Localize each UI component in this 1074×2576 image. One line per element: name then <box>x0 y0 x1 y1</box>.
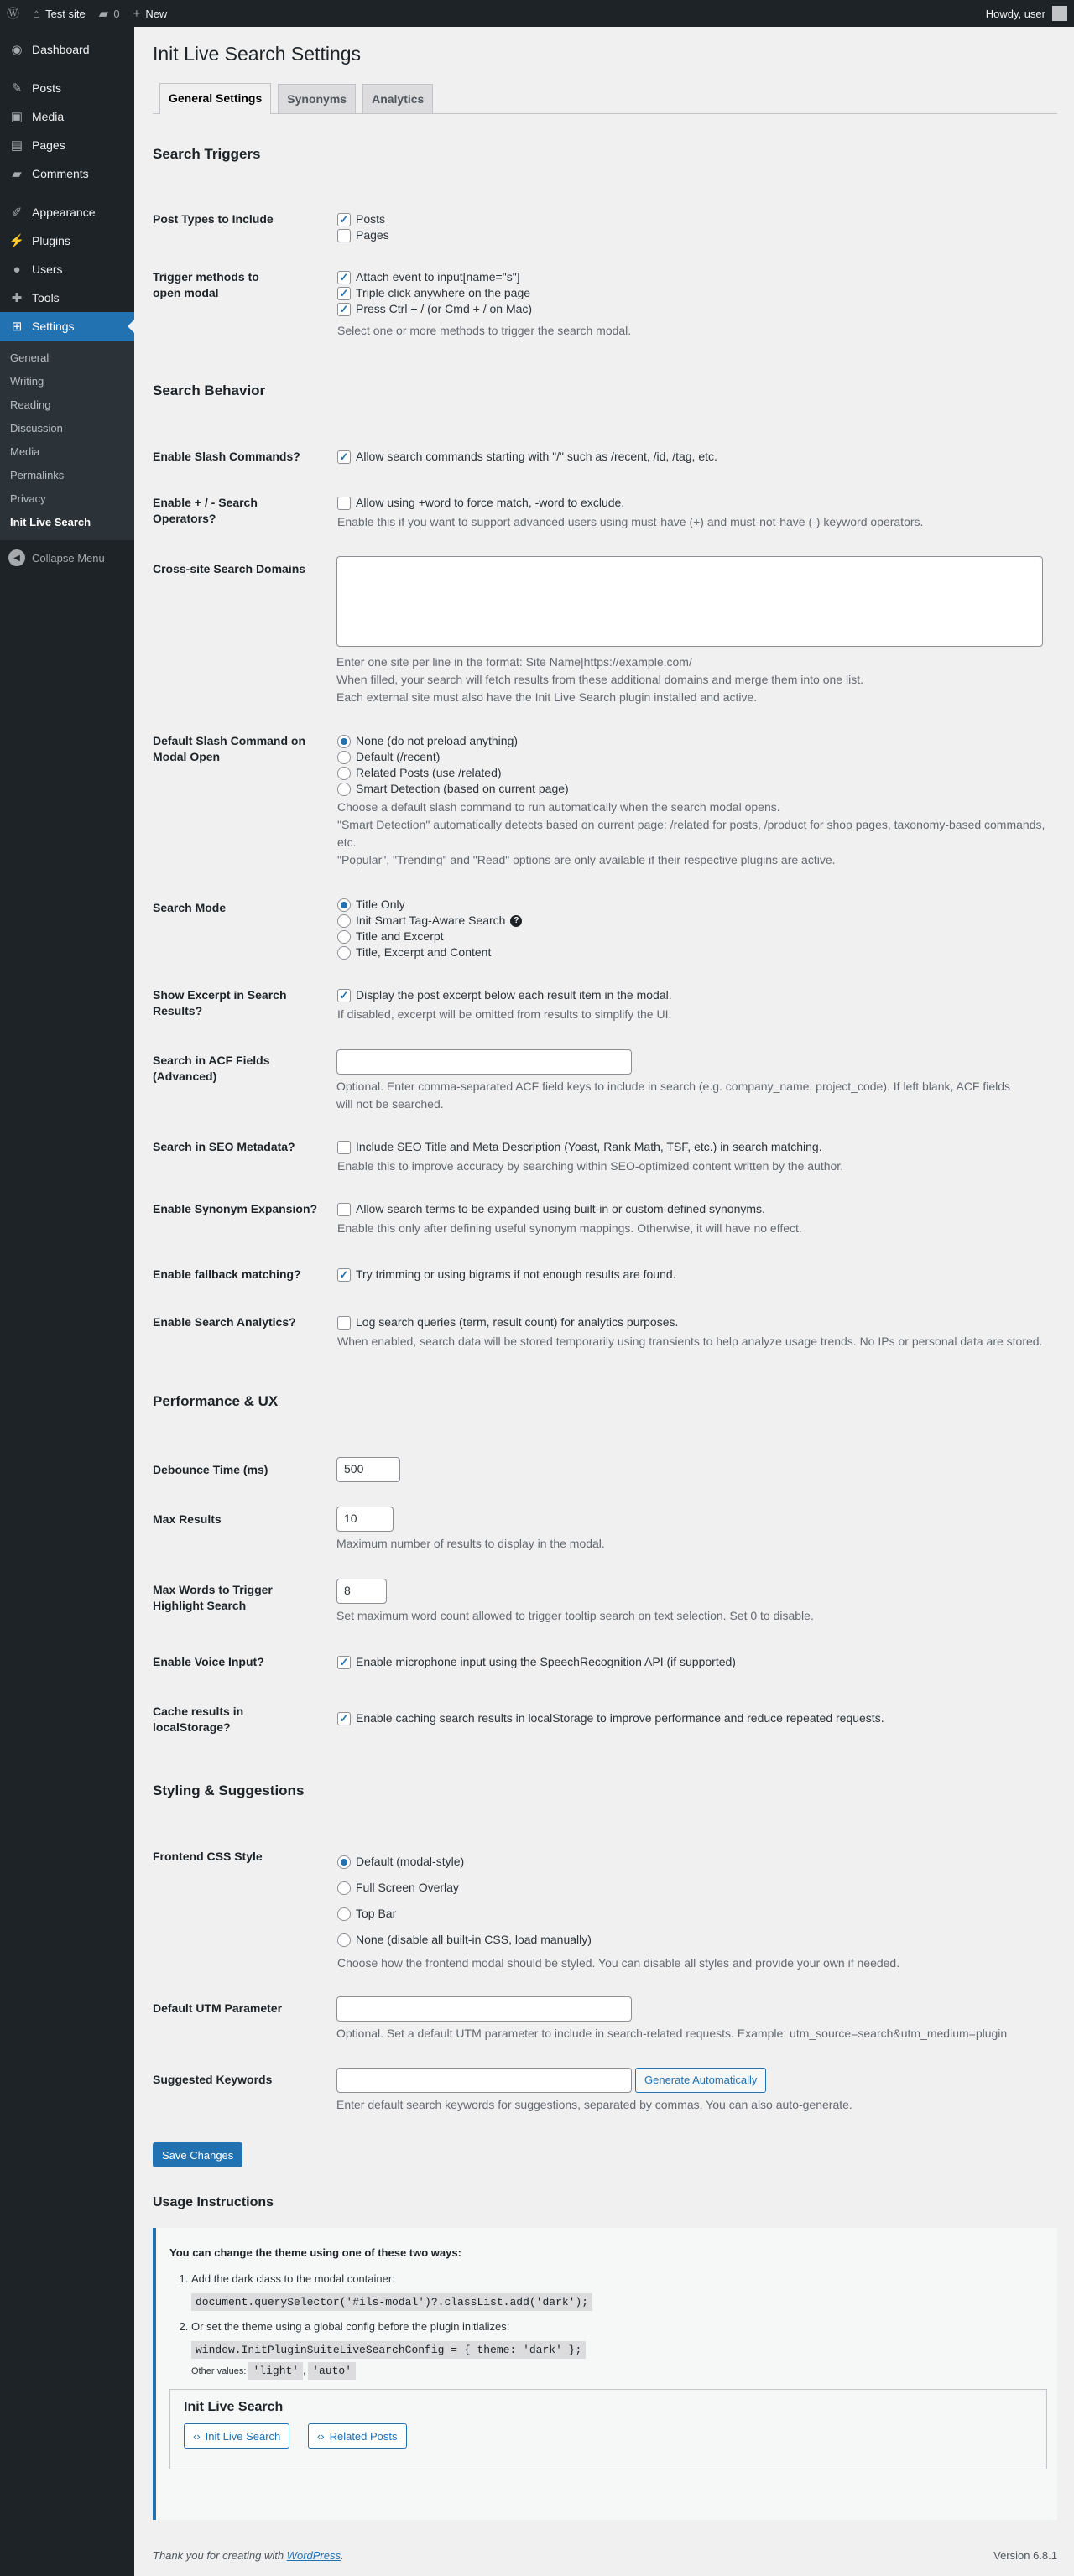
radio-mode-title-excerpt-dot[interactable] <box>337 930 351 944</box>
checkbox-synonym[interactable]: Allow search terms to be expanded using built-in or custom-defined synonyms. <box>337 1201 1051 1217</box>
label-acf: Search in ACF Fields (Advanced) <box>153 1054 270 1083</box>
show-excerpt-desc: If disabled, excerpt will be omitted from results to simplify the UI. <box>337 1007 672 1021</box>
checkbox-voice[interactable]: ✓ Enable microphone input using the SpeechRecognition API (if supported) <box>337 1654 1051 1670</box>
cross-site-desc-1: Enter one site per line in the format: Site Name|https://example.com/ <box>336 655 692 669</box>
footer-thanks: Thank you for creating with WordPress. <box>153 2549 344 2562</box>
home-icon: ⌂ <box>33 6 41 21</box>
checkbox-search-operators-box[interactable] <box>337 497 351 510</box>
tab-analytics[interactable]: Analytics <box>362 84 433 113</box>
checkbox-triple-click[interactable]: ✓ Triple click anywhere on the page <box>337 285 1051 301</box>
usage-lead: You can change the theme using one of these two ways: <box>169 2246 461 2259</box>
brush-icon: ✐ <box>11 206 23 220</box>
synonym-desc: Enable this only after defining useful synonym mappings. Otherwise, it will have no effect. <box>337 1221 802 1235</box>
radio-slash-smart[interactable]: Smart Detection (based on current page) <box>337 781 1051 797</box>
radio-mode-smart-tag[interactable]: Init Smart Tag-Aware Search ? <box>337 913 1051 929</box>
demo-box <box>169 2389 1047 2469</box>
menu-item-appearance[interactable]: ✐ Appearance <box>0 198 134 226</box>
my-account[interactable]: Howdy, user <box>986 6 1074 21</box>
submenu-permalinks[interactable]: Permalinks <box>10 469 65 481</box>
trigger-methods-desc: Select one or more methods to trigger the search modal. <box>337 324 632 337</box>
cross-site-desc-3: Each external site must also have the Init Live Search plugin installed and active. <box>336 690 758 704</box>
keywords-input[interactable] <box>336 2068 632 2093</box>
radio-slash-related[interactable]: Related Posts (use /related) <box>337 765 1051 781</box>
checkbox-seo-box[interactable] <box>337 1141 351 1154</box>
checkbox-analytics-box[interactable] <box>337 1316 351 1330</box>
wrench-icon: ✚ <box>11 291 23 305</box>
checkbox-synonym-box[interactable] <box>337 1203 351 1216</box>
label-max-results: Max Results <box>153 1512 222 1526</box>
utm-input[interactable] <box>336 1996 632 2022</box>
settings-form <box>153 0 1057 2576</box>
radio-mode-full[interactable]: Title, Excerpt and Content <box>337 945 1051 960</box>
radio-css-fullscreen[interactable]: Full Screen Overlay <box>337 1875 1051 1901</box>
collapse-menu-button[interactable]: ◀ Collapse Menu <box>0 544 134 572</box>
radio-css-default[interactable]: Default (modal-style) <box>337 1849 1051 1875</box>
menu-item-settings[interactable]: ⊞ Settings <box>0 312 134 341</box>
submenu-discussion[interactable]: Discussion <box>10 422 63 435</box>
label-fallback: Enable fallback matching? <box>153 1267 301 1281</box>
user-icon: ● <box>13 262 21 277</box>
label-keywords: Suggested Keywords <box>153 2073 273 2086</box>
max-results-desc: Maximum number of results to display in the modal. <box>336 1537 605 1550</box>
section-search-behavior: Search Behavior <box>153 382 266 398</box>
tab-synonyms[interactable]: Synonyms <box>278 84 356 113</box>
checkbox-fallback-box[interactable] <box>337 1268 351 1282</box>
checkbox-cache[interactable]: ✓ Enable caching search results in localStorage to improve performance and reduce repeated requests. <box>337 1710 1051 1726</box>
checkbox-seo[interactable]: Include SEO Title and Meta Description (Yoast, Rank Math, TSF, etc.) in search matching. <box>337 1139 1051 1155</box>
radio-slash-recent[interactable]: Default (/recent) <box>337 749 1051 765</box>
label-cache: Cache results in localStorage? <box>153 1704 244 1734</box>
menu-item-plugins[interactable]: ⚡ Plugins <box>8 234 70 248</box>
label-max-words: Max Words to Trigger Highlight Search <box>153 1583 273 1612</box>
menu-item-media[interactable]: ▣ Media <box>0 102 134 131</box>
code-icon: ‹› <box>316 2429 325 2443</box>
label-frontend-css: Frontend CSS Style <box>153 1850 263 1863</box>
checkbox-pages-box[interactable] <box>337 229 351 242</box>
radio-mode-title-excerpt[interactable]: Title and Excerpt <box>337 929 1051 945</box>
checkbox-fallback[interactable]: ✓ Try trimming or using bigrams if not enough results are found. <box>337 1267 1051 1283</box>
checkbox-attach-input[interactable]: ✓ Attach event to input[name="s"] <box>337 269 1051 285</box>
default-slash-desc-3: "Popular", "Trending" and "Read" options are only available if their respective plugins are active. <box>337 853 836 866</box>
settings-submenu <box>0 341 134 540</box>
footer <box>153 2549 1057 2562</box>
wordpress-icon: Ⓦ <box>7 6 20 21</box>
pin-icon: ✎ <box>11 81 23 96</box>
label-voice: Enable Voice Input? <box>153 1655 264 1668</box>
menu-item-dashboard[interactable]: ◉ Dashboard <box>0 35 134 64</box>
label-analytics: Enable Search Analytics? <box>153 1315 296 1329</box>
label-post-types: Post Types to Include <box>153 212 274 226</box>
site-name-link[interactable]: ⌂ Test site <box>33 6 86 21</box>
other-values: Other values: 'light' , 'auto' <box>191 2365 1044 2377</box>
acf-desc: Optional. Enter comma-separated ACF field keys to include in search (e.g. company_name, project_code). If left blank, ACF fields will not be searched. <box>336 1080 1011 1111</box>
page-title: Init Live Search Settings <box>153 43 362 65</box>
checkbox-ctrl-slash[interactable]: ✓ Press Ctrl + / (or Cmd + / on Mac) <box>337 301 1051 317</box>
label-default-slash: Default Slash Command on Modal Open <box>153 734 306 763</box>
label-search-mode: Search Mode <box>153 901 227 914</box>
label-cross-site: Cross-site Search Domains <box>153 562 306 575</box>
radio-slash-recent-dot[interactable] <box>337 751 351 764</box>
submenu-media[interactable]: Media <box>10 445 40 458</box>
section-usage: Usage Instructions <box>153 2195 274 2209</box>
radio-slash-related-dot[interactable] <box>337 767 351 780</box>
default-slash-desc-1: Choose a default slash command to run automatically when the search modal opens. <box>337 800 780 814</box>
utm-desc: Optional. Set a default UTM parameter to include in search-related requests. Example: utm_source=search&utm_medium=plugin <box>336 2027 1008 2040</box>
radio-mode-title-dot[interactable] <box>337 898 351 912</box>
label-synonym: Enable Synonym Expansion? <box>153 1202 318 1215</box>
section-performance: Performance & UX <box>153 1393 279 1409</box>
label-search-operators: Enable + / - Search Operators? <box>153 496 258 525</box>
settings-icon: ⊞ <box>11 320 23 334</box>
checkbox-pages[interactable]: Pages <box>337 227 1051 243</box>
max-words-input[interactable]: 8 <box>336 1579 387 1604</box>
submenu-privacy[interactable]: Privacy <box>10 492 46 505</box>
page-icon: ▤ <box>10 138 23 153</box>
dashboard-icon: ◉ <box>11 43 23 57</box>
admin-menu <box>0 27 134 2576</box>
label-show-excerpt: Show Excerpt in Search Results? <box>153 988 287 1017</box>
usage-step-2: 2. Or set the theme using a global config before the plugin initializes: window.InitPluginSuiteLiveSearchConfig = { theme: 'dark' }; Other values: 'light' , 'auto' <box>191 2320 1044 2377</box>
radio-css-topbar[interactable]: Top Bar <box>337 1901 1051 1927</box>
comments-link[interactable]: ▰ 0 <box>98 6 120 21</box>
demo-related-posts-button[interactable]: ‹› Related Posts <box>308 2423 407 2449</box>
menu-item-tools[interactable]: ✚ Tools <box>0 284 134 312</box>
code-dark-class: document.querySelector('#ils-modal')?.classList.add('dark'); <box>191 2293 592 2311</box>
footer-version: Version 6.8.1 <box>993 2549 1057 2562</box>
max-results-input[interactable]: 10 <box>336 1507 394 1532</box>
label-utm: Default UTM Parameter <box>153 2001 283 2015</box>
radio-mode-smart-tag-dot[interactable] <box>337 914 351 928</box>
plug-icon: ⚡ <box>8 234 25 248</box>
radio-slash-none[interactable]: None (do not preload anything) <box>337 733 1051 749</box>
code-global-config: window.InitPluginSuiteLiveSearchConfig = { theme: 'dark' }; <box>191 2341 586 2359</box>
checkbox-slash-commands[interactable]: ✓ Allow search commands starting with "/" such as /recent, /id, /tag, etc. <box>337 449 1051 465</box>
radio-slash-none-dot[interactable] <box>337 735 351 748</box>
checkbox-show-excerpt-box[interactable] <box>337 989 351 1002</box>
menu-item-pages[interactable]: ▤ Pages <box>0 131 134 159</box>
demo-init-live-search-button[interactable]: ‹› Init Live Search <box>184 2423 289 2449</box>
wordpress-link[interactable]: WordPress <box>286 2549 341 2562</box>
cross-site-desc-2: When filled, your search will fetch results from these additional domains and merge them into one list. <box>336 673 863 686</box>
checkbox-analytics[interactable]: Log search queries (term, result count) for analytics purposes. <box>337 1314 1051 1330</box>
cross-site-domains-textarea[interactable] <box>336 556 1043 647</box>
checkbox-show-excerpt[interactable]: ✓ Display the post excerpt below each result item in the modal. <box>337 987 1051 1003</box>
help-icon[interactable]: ? <box>510 915 522 927</box>
checkbox-triple-click-box[interactable] <box>337 287 351 300</box>
menu-item-posts[interactable]: ✎ Posts <box>0 74 134 102</box>
tab-general-settings[interactable]: General Settings <box>159 83 271 114</box>
checkbox-slash-commands-box[interactable] <box>337 450 351 464</box>
code-icon: ‹› <box>193 2429 201 2443</box>
label-seo: Search in SEO Metadata? <box>153 1140 295 1153</box>
label-slash-commands: Enable Slash Commands? <box>153 450 300 463</box>
radio-css-none-dot[interactable] <box>337 1933 351 1947</box>
radio-slash-smart-dot[interactable] <box>337 783 351 796</box>
menu-item-users[interactable]: ● Users <box>0 255 134 284</box>
debounce-input[interactable]: 500 <box>336 1457 400 1482</box>
comment-icon: ▰ <box>98 6 109 21</box>
checkbox-search-operators[interactable]: Allow using +word to force match, -word to exclude. <box>337 495 1051 511</box>
checkbox-voice-box[interactable] <box>337 1656 351 1669</box>
max-words-desc: Set maximum word count allowed to trigger tooltip search on text selection. Set 0 to disable. <box>336 1609 814 1622</box>
new-content-link[interactable]: + New <box>133 6 168 21</box>
generate-keywords-button[interactable]: Generate Automatically <box>635 2068 766 2093</box>
seo-desc: Enable this to improve accuracy by searching within SEO-optimized content written by the author. <box>337 1159 844 1173</box>
search-operators-desc: Enable this if you want to support advanced users using must-have (+) and must-not-have (-) keyword operators. <box>337 515 924 528</box>
collapse-icon: ◀ <box>8 549 25 566</box>
menu-item-comments[interactable]: ▰ Comments <box>0 159 134 188</box>
submenu-general[interactable]: General <box>10 351 50 364</box>
plus-icon: + <box>133 6 141 21</box>
section-styling: Styling & Suggestions <box>153 1782 305 1798</box>
radio-mode-full-dot[interactable] <box>337 946 351 960</box>
checkbox-cache-box[interactable] <box>337 1712 351 1725</box>
label-trigger-methods: Trigger methods to open modal <box>153 270 259 299</box>
media-icon: ▣ <box>10 110 23 124</box>
acf-fields-input[interactable] <box>336 1049 632 1075</box>
save-changes-button[interactable]: Save Changes <box>153 2142 242 2167</box>
comment-icon: ▰ <box>12 167 22 181</box>
usage-box <box>153 2228 1057 2520</box>
frontend-css-desc: Choose how the frontend modal should be styled. You can disable all styles and provide your own if needed. <box>337 1956 900 1970</box>
default-slash-desc-2: "Smart Detection" automatically detects based on current page: /related for posts, /product for shop pages, taxonomy-based commands, etc. <box>337 818 1045 849</box>
checkbox-attach-input-box[interactable] <box>337 271 351 284</box>
usage-step-1: 1. Add the dark class to the modal container: document.querySelector('#ils-modal')?.classList.add('dark'); <box>191 2272 1044 2308</box>
wp-logo[interactable] <box>0 0 26 27</box>
checkbox-posts[interactable]: ✓ Posts <box>337 211 1051 227</box>
submenu-writing[interactable]: Writing <box>10 375 44 388</box>
radio-css-topbar-dot[interactable] <box>337 1907 351 1921</box>
radio-css-none[interactable]: None (disable all built-in CSS, load manually) <box>337 1927 1051 1953</box>
radio-mode-title[interactable]: Title Only <box>337 897 1051 913</box>
radio-css-fullscreen-dot[interactable] <box>337 1881 351 1895</box>
analytics-desc: When enabled, search data will be stored temporarily using transients to help analyze usage trends. No IPs or personal data are stored. <box>337 1335 1043 1348</box>
checkbox-posts-box[interactable] <box>337 213 351 226</box>
section-search-triggers: Search Triggers <box>153 146 261 162</box>
demo-title: Init Live Search <box>184 2400 284 2414</box>
submenu-init-live-search[interactable]: Init Live Search <box>10 516 91 528</box>
radio-css-default-dot[interactable] <box>337 1855 351 1869</box>
checkbox-ctrl-slash-box[interactable] <box>337 303 351 316</box>
submenu-reading[interactable]: Reading <box>10 398 51 411</box>
label-debounce: Debounce Time (ms) <box>153 1463 268 1476</box>
usage-steps <box>191 2272 1044 2377</box>
keywords-desc: Enter default search keywords for suggestions, separated by commas. You can also auto-generate. <box>336 2098 852 2111</box>
